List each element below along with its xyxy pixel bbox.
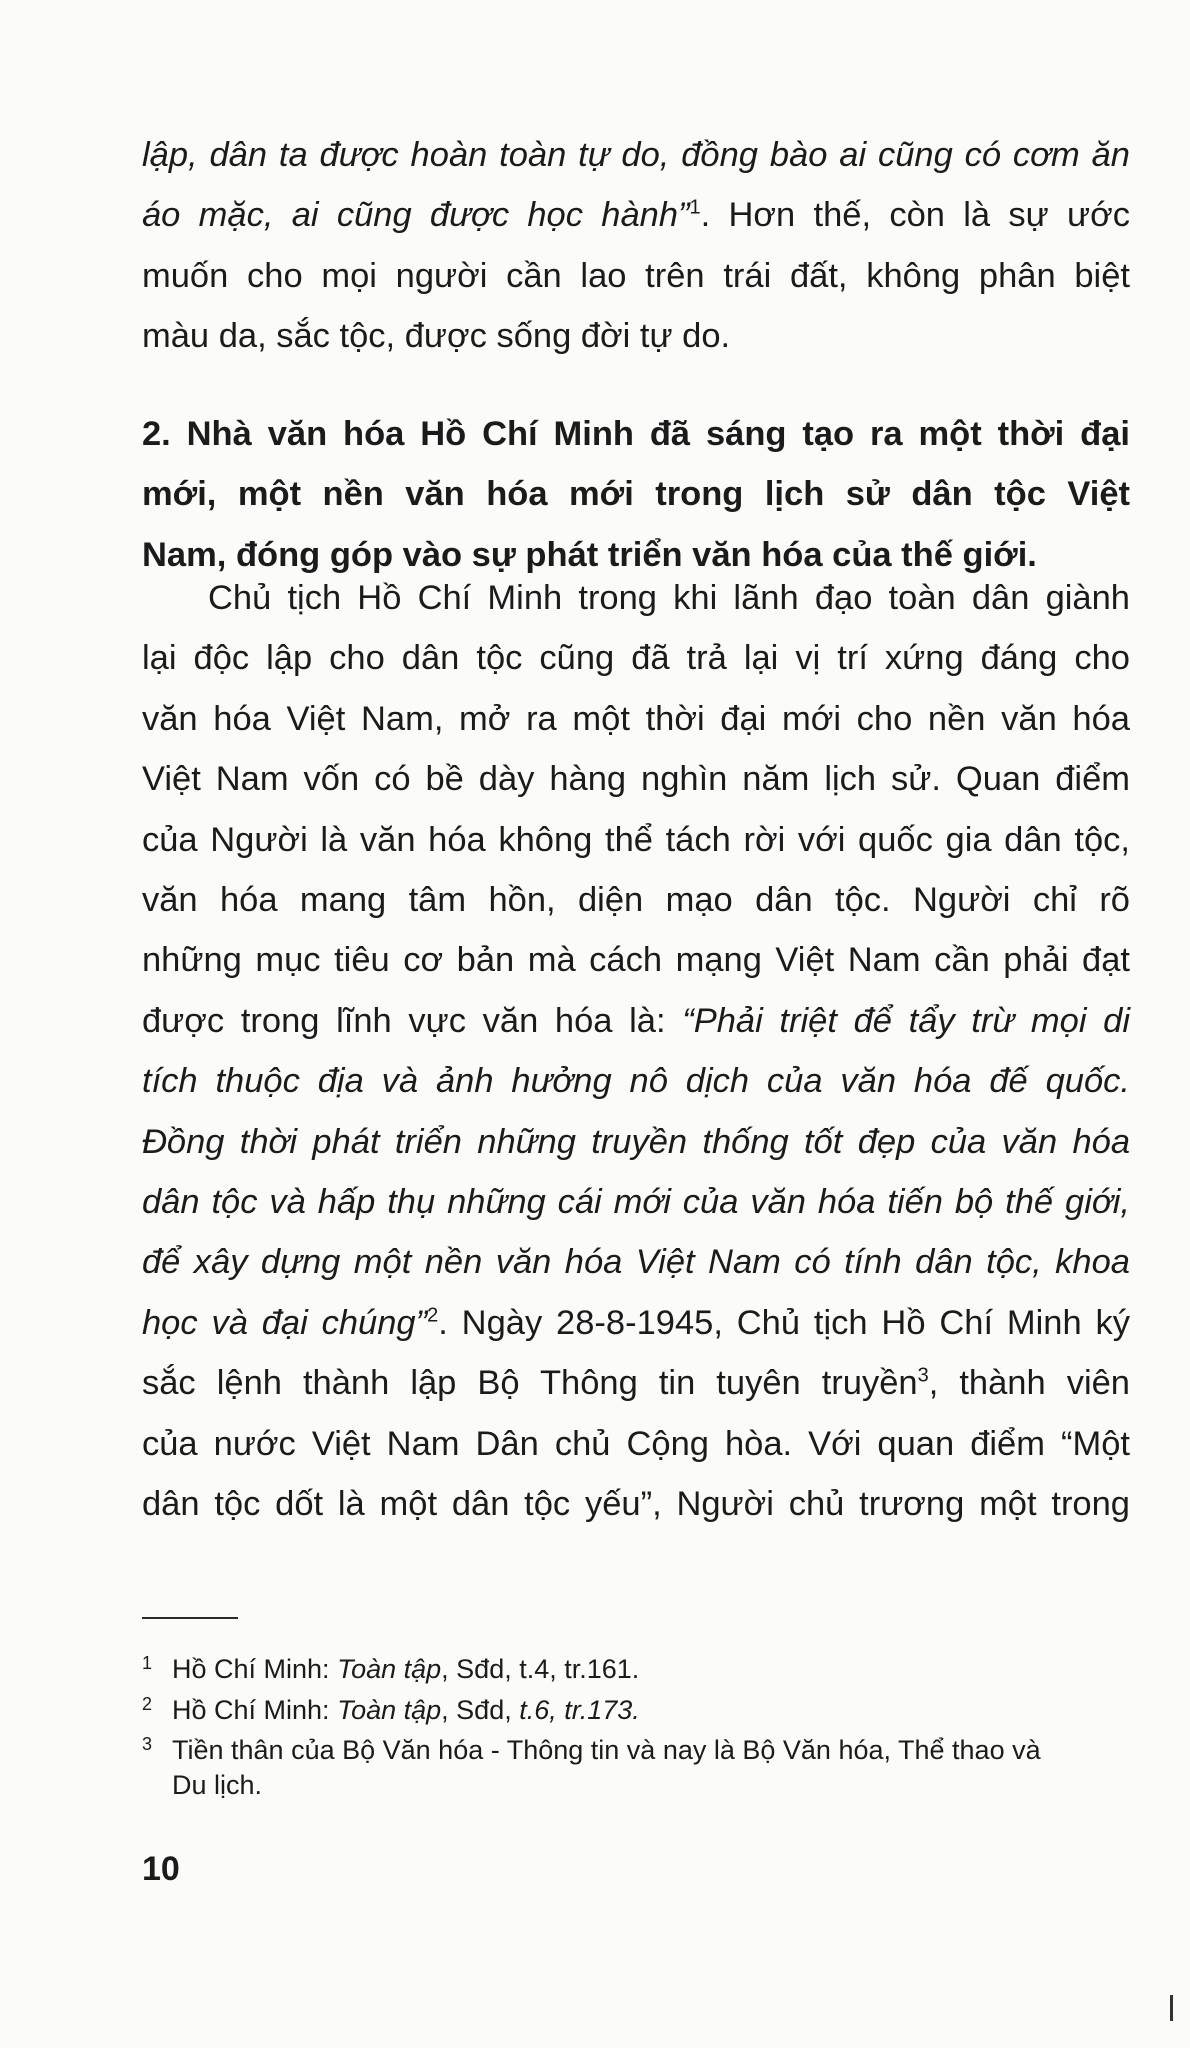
section-heading-line [142, 535, 1130, 575]
text-run: Chủ tịch Hồ Chí Minh trong khi lãnh đạo toàn dân giành [208, 579, 1130, 617]
paragraph-line [142, 699, 1130, 739]
paragraph-line [142, 1001, 1130, 1041]
footnote [142, 1768, 1142, 1802]
text-run: Hồ Chí Minh: [172, 1654, 338, 1684]
text-run: màu da, sắc tộc, được sống đời tự do. [142, 317, 731, 356]
footnote [142, 1652, 1142, 1686]
text-run: tích thuộc địa và ảnh hưởng nô dịch của văn hóa đế quốc. [142, 1062, 1130, 1101]
text-run: lại độc lập cho dân tộc cũng đã trả lại vị trí xứng đáng cho [142, 639, 1130, 678]
paragraph-line [142, 1363, 1130, 1403]
text-run: văn hóa Việt Nam, mở ra một thời đại mới cho nền văn hóa [142, 699, 1130, 738]
text-run: của nước Việt Nam Dân chủ Cộng hòa. Với quan điểm “Một [142, 1424, 1130, 1463]
text-run: , thành viên [928, 1364, 1130, 1403]
page-edge-mark [1170, 1995, 1173, 2021]
paragraph-line [142, 1484, 1130, 1524]
paragraph-line [142, 1122, 1130, 1162]
text-run: Du lịch. [172, 1770, 263, 1800]
footnote-reference: 1 [689, 196, 701, 219]
text-run: được trong lĩnh vực văn hóa là: [142, 1001, 683, 1040]
paragraph-line [142, 1061, 1130, 1101]
text-run: , Sđd, t.4, tr.161. [441, 1654, 640, 1684]
paragraph-line [142, 820, 1130, 860]
text-run: những mục tiêu cơ bản mà cách mạng Việt Nam cần phải đạt [142, 941, 1130, 980]
text-run: của Người là văn hóa không thể tách rời với quốc gia dân tộc, [142, 820, 1130, 859]
footnote [142, 1693, 1142, 1727]
text-run: Việt Nam vốn có bề dày hàng nghìn năm lịch sử. Quan điểm [142, 760, 1130, 799]
page-number: 10 [142, 1850, 180, 1888]
text-run: để xây dựng một nền văn hóa Việt Nam có tính dân tộc, khoa [142, 1243, 1130, 1282]
footnote-reference: 2 [427, 1304, 439, 1327]
text-run: , Sđd, [441, 1695, 520, 1725]
paragraph-line [142, 1182, 1130, 1222]
text-run: 2. Nhà văn hóa Hồ Chí Minh đã sáng tạo ra một thời đại [142, 415, 1130, 453]
text-run: Tiền thân của Bộ Văn hóa - Thông tin và nay là Bộ Văn hóa, Thể thao và [172, 1735, 1041, 1765]
footnote-divider [142, 1617, 238, 1619]
text-run: dân tộc dốt là một dân tộc yếu”, Người chủ trương một trong [142, 1485, 1130, 1523]
paragraph-line [142, 1303, 1130, 1343]
section-heading-line [142, 414, 1130, 454]
text-run: . Ngày 28-8-1945, Chủ tịch Hồ Chí Minh ký [438, 1303, 1130, 1342]
paragraph-line [142, 256, 1130, 296]
text-run: mới, một nền văn hóa mới trong lịch sử dân tộc Việt [142, 475, 1130, 514]
text-run: áo mặc, ai cũng được học hành” [142, 196, 690, 235]
footnote-number: 3 [142, 1734, 153, 1754]
text-run: Hồ Chí Minh: [172, 1695, 338, 1725]
section-heading-line [142, 474, 1130, 514]
text-run: Toàn tập [337, 1695, 442, 1725]
text-run: . Hơn thế, còn là sự ước [700, 196, 1130, 235]
footnote [142, 1733, 1142, 1767]
paragraph-line [142, 880, 1130, 920]
paragraph-line [142, 195, 1130, 235]
paragraph-line [142, 638, 1130, 678]
text-run: “Phải triệt để tẩy trừ mọi di [682, 1001, 1131, 1040]
footnote-number: 1 [142, 1653, 153, 1673]
text-run: Nam, đóng góp vào sự phát triển văn hóa của thế giới. [142, 535, 1037, 574]
paragraph-line [208, 578, 1130, 618]
text-run: t.6, tr.173. [519, 1695, 640, 1725]
text-run: muốn cho mọi người cần lao trên trái đất, không phân biệt [142, 256, 1130, 295]
paragraph-line [142, 135, 1130, 175]
text-run: sắc lệnh thành lập Bộ Thông tin tuyên truyền [142, 1364, 918, 1403]
text-run: dân tộc và hấp thụ những cái mới của văn hóa tiến bộ thế giới, [142, 1183, 1130, 1221]
paragraph-line [142, 1242, 1130, 1282]
paragraph-line [142, 759, 1130, 799]
paragraph-line [142, 940, 1130, 980]
footnote-reference: 3 [917, 1364, 929, 1387]
text-run: Đồng thời phát triển những truyền thống tốt đẹp của văn hóa [142, 1122, 1130, 1161]
text-run: học và đại chúng” [142, 1303, 428, 1342]
footnote-number: 2 [142, 1694, 153, 1714]
text-run: văn hóa mang tâm hồn, diện mạo dân tộc. Người chỉ rõ [142, 881, 1130, 919]
paragraph-line [142, 1424, 1130, 1464]
text-run: Toàn tập [337, 1654, 442, 1684]
paragraph-line [142, 316, 1130, 356]
text-run: lập, dân ta được hoàn toàn tự do, đồng bào ai cũng có cơm ăn [142, 136, 1130, 174]
